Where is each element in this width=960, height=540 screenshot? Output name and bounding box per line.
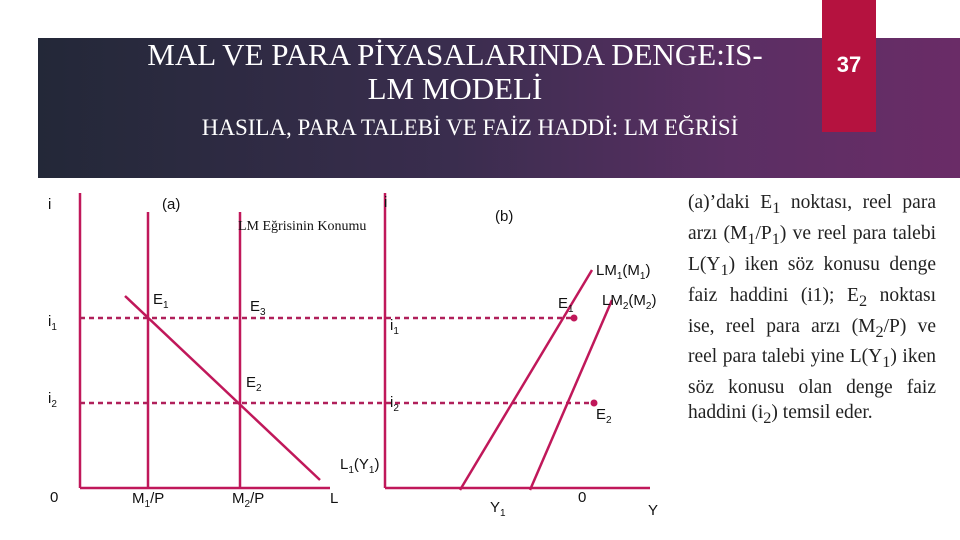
e3-label: $E_3$ xyxy=(250,298,266,318)
right-i2-label: $i_2$ xyxy=(390,394,399,414)
lm1-label: $LM_1(M_1)$ xyxy=(596,262,651,282)
m2p-label: $M_2/P$ xyxy=(232,490,265,510)
right-y-axis-label: i xyxy=(384,194,388,211)
l-axis-label: L xyxy=(330,490,339,507)
e2-right-label: $E_2$ xyxy=(596,406,612,426)
panel-a-label: (a) xyxy=(162,196,181,213)
money-demand-curve xyxy=(125,296,320,480)
y1-label: $Y_1$ xyxy=(490,499,506,519)
e1-left-label: $E_1$ xyxy=(153,291,169,311)
m1p-label: $M_1/P$ xyxy=(132,490,165,510)
right-i1-label: $i_1$ xyxy=(390,317,399,337)
e1-right-label: $E_1$ xyxy=(558,295,574,315)
lm2-curve xyxy=(530,300,612,490)
panel-b-label: (b) xyxy=(495,208,514,225)
l1y1-label: $L_1(Y_1)$ xyxy=(340,456,380,476)
lm-position-caption: LM Eğrisinin Konumu xyxy=(238,219,367,234)
e2-left-label: $E_2$ xyxy=(246,374,262,394)
slide-title: MAL VE PARA PİYASALARINDA DENGE:IS-LM MODELİ xyxy=(147,37,763,106)
left-y-axis-label: i xyxy=(48,196,52,213)
explanation-paragraph: (a)’daki $E_1$ noktası, reel para arzı $(M_1/P_1)$ ve reel para talebi $L(Y_1)$ iken söz konusu denge faiz haddini (i1); $E_2$ noktası ise, reel para arzı $(M_2/P)$ ve reel para talebi yine $L(Y_1)$ iken söz konusu olan denge faiz haddini $(i_2)$ temsil eder. xyxy=(688,192,936,428)
slide-subtitle: HASILA, PARA TALEBİ VE FAİZ HADDİ: LM EĞRİSİ xyxy=(201,115,739,140)
right-origin-label: 0 xyxy=(578,489,587,506)
left-origin-label: 0 xyxy=(50,489,59,506)
left-i1-label: $i_1$ xyxy=(48,313,57,333)
left-i2-label: $i_2$ xyxy=(48,390,57,410)
y-axis-end-label: Y xyxy=(648,502,659,519)
lm2-label: $LM_2(M_2)$ xyxy=(602,292,657,312)
page-number-badge: 37 xyxy=(822,0,876,132)
